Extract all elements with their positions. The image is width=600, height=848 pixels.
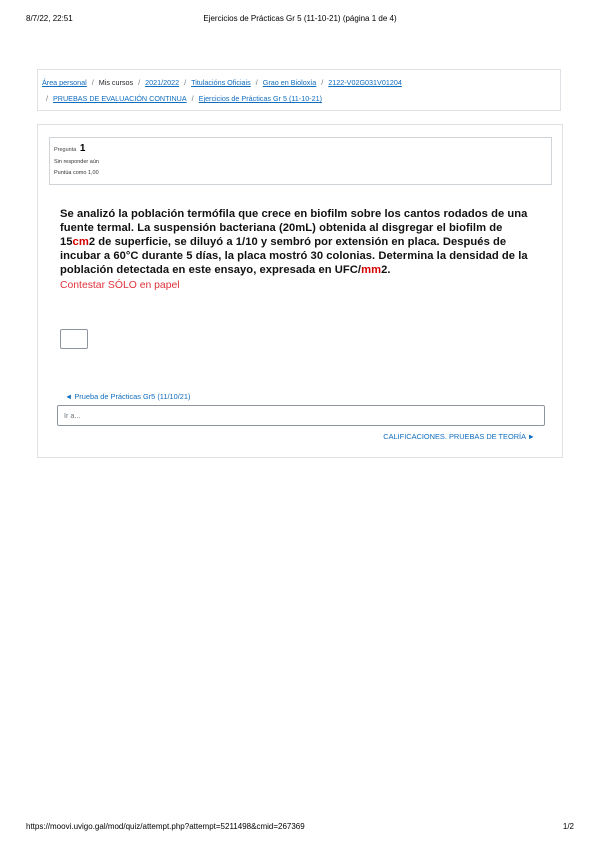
question-number [54,143,547,154]
print-header [26,14,574,24]
previous-activity-link[interactable]: ◄ Prueba de Prácticas Gr5 (11/10/21) [65,392,191,401]
breadcrumb-course-link[interactable]: 2122-V02G031V01204 [328,78,402,87]
breadcrumb-separator: / [91,78,94,87]
breadcrumb-home-link[interactable]: Área personal [42,78,87,87]
next-activity-link[interactable]: CALIFICACIONES. PRUEBAS DE TEORÍA ► [383,432,535,441]
breadcrumb-separator: / [255,78,258,87]
question-number-value: 1 [79,143,86,154]
answer-input[interactable] [60,329,88,349]
question-text-part2: 2 de superficie, se diluyó a 1/10 y sembró por extensión en placa. Después de incubar a 60°C durante 5 días, la placa mostró 30 colonias. Determina la densidad de la población detectada en este ensayo, expresada en UFC/ [60,236,528,276]
breadcrumb-separator: / [191,94,194,103]
breadcrumb-separator: / [321,78,324,87]
print-footer [26,822,574,832]
breadcrumb [37,69,561,111]
breadcrumb-separator: / [46,94,48,103]
breadcrumb-degrees-link[interactable]: Titulacións Oficiais [191,78,251,87]
breadcrumb-separator: / [138,78,141,87]
question-text-part1: Se analizó la población termófila que crece en biofilm sobre los cantos rodados de una fuente termal. La suspensión bacteriana (20mL) obtenida al disgregar el biofilm de 15 [60,208,528,248]
print-url: https://moovi.uvigo.gal/mod/quiz/attempt.php?attempt=5211498&cmid=267369 [26,822,305,831]
breadcrumb-section-link[interactable]: PRUEBAS DE EVALUACIÓN CONTINUA [53,94,187,103]
question-state: Sin responder aún [54,159,99,165]
jump-to-select[interactable]: Ir a... [57,405,545,426]
print-date: 8/7/22, 22:51 [26,14,73,23]
question-unit-cm: cm [72,236,89,248]
question-grade: Puntúa como 1,00 [54,170,99,176]
answer-instruction: Contestar SÓLO en papel [60,280,180,291]
breadcrumb-separator: / [184,78,187,87]
question-unit-mm: mm [361,264,382,276]
breadcrumb-degree-link[interactable]: Grao en Bioloxía [262,78,317,87]
question-text [60,207,530,277]
quiz-content [37,124,563,458]
question-text-part3: 2. [381,264,391,276]
print-page-count: 1/2 [562,822,574,831]
question-label: Pregunta [54,147,77,153]
breadcrumb-courses: Mis cursos [98,78,134,87]
breadcrumb-year-link[interactable]: 2021/2022 [145,78,180,87]
breadcrumb-quiz-link[interactable]: Ejercicios de Prácticas Gr 5 (11-10-21) [198,94,322,103]
print-title: Ejercicios de Prácticas Gr 5 (11-10-21) (página 1 de 4) [203,14,397,23]
question-info-panel [49,137,552,185]
